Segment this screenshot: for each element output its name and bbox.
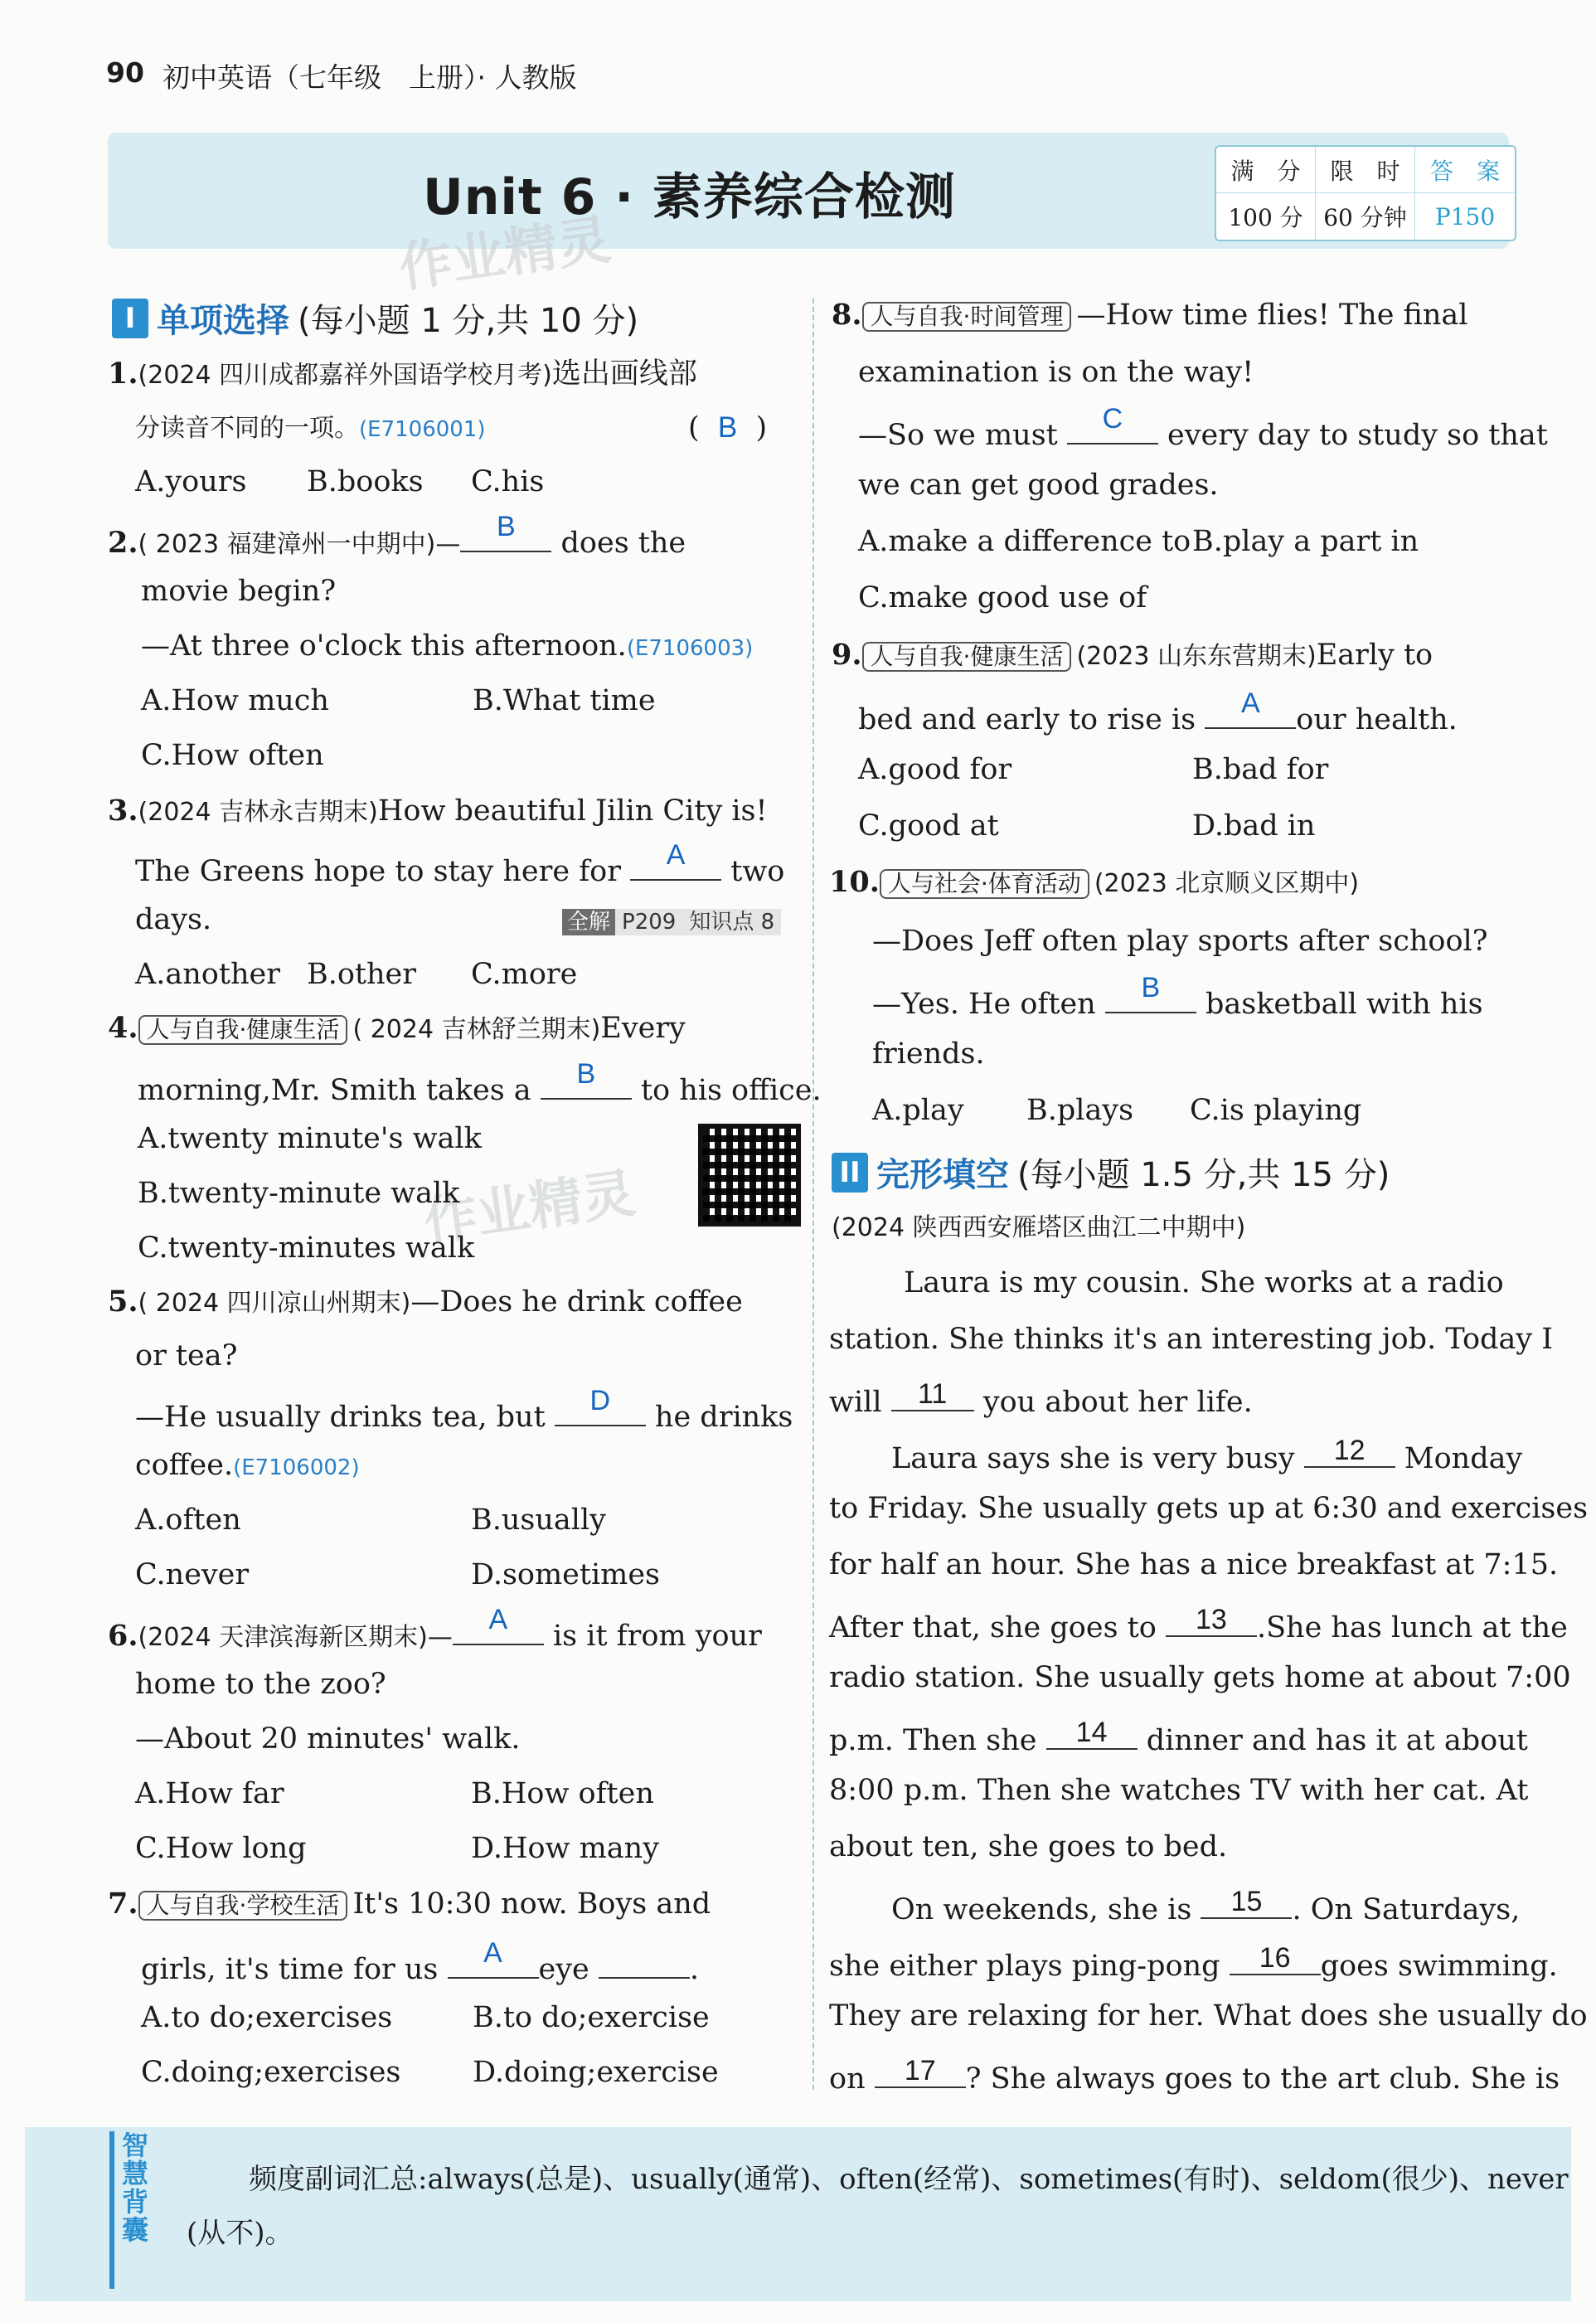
question-stem: is it from your xyxy=(552,1620,762,1653)
question-stem: our health. xyxy=(1296,703,1458,736)
option-c xyxy=(135,1558,250,1591)
question-stem: —Does Jeff often play sports after school? xyxy=(872,925,1488,958)
option-d xyxy=(473,2058,719,2087)
question-stem: —Does he drink coffee xyxy=(410,1285,743,1319)
question-number: 7. xyxy=(108,1887,138,1921)
question-stem: every day to study so that xyxy=(1167,419,1548,452)
option-text: B.other xyxy=(307,958,416,991)
option-b xyxy=(307,960,416,989)
cloze-line xyxy=(829,1378,1253,1419)
option-a xyxy=(141,2001,393,2034)
section-note: (每小题 1.5 分,共 15 分) xyxy=(1017,1156,1390,1194)
question-6 xyxy=(108,1604,762,1653)
question-8 xyxy=(832,300,1468,332)
cloze-blank[interactable] xyxy=(1046,1717,1138,1750)
question-3-line-3 xyxy=(135,903,212,936)
question-number: 9. xyxy=(832,638,862,672)
cloze-blank[interactable] xyxy=(1304,1435,1395,1468)
question-stem: Early to xyxy=(1316,639,1433,672)
option-b xyxy=(1192,527,1419,556)
question-stem: we can get good grades. xyxy=(858,469,1219,502)
option-text: A.play xyxy=(872,1094,964,1127)
question-source: ( 2024 吉林舒兰期末) xyxy=(352,1015,601,1044)
blank-number: 17 xyxy=(904,2055,936,2086)
answer-blank[interactable] xyxy=(448,1937,539,1979)
cloze-text: on xyxy=(829,2062,866,2096)
reference-pill[interactable] xyxy=(562,906,781,935)
section-note: (每小题 1 分,共 10 分) xyxy=(298,302,639,340)
option-text: B.What time xyxy=(473,684,656,717)
question-code: (E7106003) xyxy=(626,636,754,661)
question-6-line-2 xyxy=(135,1670,386,1699)
question-stem: to his office. xyxy=(640,1074,822,1107)
question-stem: —So we must xyxy=(858,419,1058,452)
answer-blank[interactable] xyxy=(453,1604,544,1645)
reference-page: P209 xyxy=(615,909,682,935)
option-d xyxy=(471,1834,659,1863)
question-code: (E7106001) xyxy=(359,417,486,442)
time-limit-value: 60 分钟 xyxy=(1316,193,1415,240)
option-text: A.How far xyxy=(135,1777,284,1810)
cloze-text: After that, she goes to xyxy=(829,1611,1157,1644)
time-limit-label: 限 时 xyxy=(1316,147,1415,193)
question-5-line-3 xyxy=(135,1385,793,1434)
exam-info-table xyxy=(1215,145,1516,241)
option-text: B.twenty-minute walk xyxy=(138,1177,460,1210)
question-6-line-3 xyxy=(135,1722,521,1756)
cloze-text: dinner and has it at about xyxy=(1146,1724,1528,1757)
option-text: B.How often xyxy=(471,1777,654,1810)
question-stem: —He usually drinks tea, but xyxy=(135,1401,546,1434)
cloze-text: .She has lunch at the xyxy=(1256,1611,1568,1644)
option-text: B.bad for xyxy=(1192,753,1329,786)
cloze-text: you about her life. xyxy=(982,1386,1253,1419)
cloze-text: goes swimming. xyxy=(1320,1950,1558,1983)
cloze-line: station. She thinks it's an interesting job. Today I xyxy=(829,1323,1554,1356)
cloze-text: Laura says she is very busy xyxy=(891,1442,1295,1475)
question-4 xyxy=(108,1013,686,1045)
option-d xyxy=(1192,809,1316,843)
question-stem: does the xyxy=(560,527,686,560)
answer-label: 答 案 xyxy=(1415,147,1515,193)
question-source: ( 2023 福建漳州一中期中)— xyxy=(138,530,461,559)
option-text: C.never xyxy=(135,1558,250,1591)
unit-title: Unit 6 · 素养综合检测 xyxy=(423,168,956,226)
full-score-label: 满 分 xyxy=(1216,147,1316,193)
cloze-text: will xyxy=(829,1386,882,1419)
question-source: (2023 山东东营期末) xyxy=(1076,642,1317,671)
question-2-line-3 xyxy=(141,629,754,663)
question-stem: How beautiful Jilin City is! xyxy=(377,794,768,828)
question-stem: —How time flies! The final xyxy=(1076,299,1468,332)
answer-mark: B xyxy=(497,511,516,542)
question-stem: The Greens hope to stay here for xyxy=(135,855,621,888)
blank-number: 11 xyxy=(918,1378,948,1410)
option-b xyxy=(473,684,656,717)
option-text: C.twenty-minutes walk xyxy=(138,1231,475,1265)
cloze-line: They are relaxing for her. What does she usually do xyxy=(829,1999,1588,2033)
topic-tag: 人与自我·健康生活 xyxy=(138,1015,348,1045)
answer-mark: B xyxy=(576,1058,596,1090)
cloze-line: Laura is my cousin. She works at a radio xyxy=(904,1266,1504,1299)
question-5 xyxy=(108,1287,743,1317)
bracket-open: ( xyxy=(688,411,700,444)
section-2-header xyxy=(832,1149,1390,1196)
option-a xyxy=(858,527,1191,556)
topic-tag: 人与自我·时间管理 xyxy=(862,302,1072,332)
blank-number: 12 xyxy=(1333,1435,1366,1466)
cloze-line xyxy=(829,2055,1560,2096)
option-text: A.often xyxy=(135,1503,241,1537)
question-stem: It's 10:30 now. Boys and xyxy=(352,1887,711,1921)
question-8-line-2 xyxy=(858,358,1254,387)
cloze-text: ? She always goes to the art club. She is xyxy=(965,2062,1560,2096)
option-c xyxy=(858,581,1147,615)
cloze-line: to Friday. She usually gets up at 6:30 and exercises xyxy=(829,1492,1589,1525)
blank-number: 15 xyxy=(1230,1886,1263,1917)
full-score-value: 100 分 xyxy=(1216,193,1316,240)
question-stem: morning,Mr. Smith takes a xyxy=(138,1074,531,1107)
option-c xyxy=(141,2058,400,2087)
answer-mark: B xyxy=(717,411,738,444)
option-text: A.another xyxy=(135,958,280,991)
topic-tag: 人与自我·学校生活 xyxy=(138,1891,348,1921)
option-text: A.to do;exercises xyxy=(141,2001,393,2034)
cloze-line: 8:00 p.m. Then she watches TV with her cat. At xyxy=(829,1774,1529,1807)
option-a xyxy=(135,960,280,989)
question-source: (2023 北京顺义区期中) xyxy=(1094,869,1360,898)
answer-blank[interactable] xyxy=(541,1058,632,1100)
option-a xyxy=(141,684,329,717)
answer-mark: A xyxy=(1240,687,1260,719)
option-text: D.sometimes xyxy=(471,1558,660,1591)
option-text: A.How much xyxy=(141,684,329,717)
section-title: 完形填空 xyxy=(876,1156,1009,1194)
reference-point: 知识点 8 xyxy=(682,909,781,935)
question-stem: days. xyxy=(135,903,212,936)
option-d xyxy=(471,1558,660,1591)
blank-number: 13 xyxy=(1196,1604,1227,1635)
question-number: 10. xyxy=(829,865,880,899)
option-b xyxy=(307,465,424,498)
question-10-line-4 xyxy=(872,1037,985,1071)
question-stem: coffee. xyxy=(135,1449,234,1482)
question-9-line-2 xyxy=(858,687,1458,736)
option-text: A.make a difference to xyxy=(858,525,1191,558)
question-10 xyxy=(829,867,1359,899)
option-a xyxy=(135,465,247,498)
watermark: 作业精灵 xyxy=(420,1163,639,1254)
question-1 xyxy=(108,359,697,389)
cloze-source: (2024 陕西西安雁塔区曲江二中期中) xyxy=(832,1213,1246,1242)
question-number: 1. xyxy=(108,357,138,391)
question-stem: home to the zoo? xyxy=(135,1668,386,1701)
option-c xyxy=(471,465,545,498)
option-text: D.bad in xyxy=(1192,809,1316,843)
question-8-line-4 xyxy=(858,471,1219,500)
cloze-text: Monday xyxy=(1404,1442,1523,1475)
option-b xyxy=(1192,755,1328,785)
question-source: (2024 天津滨海新区期末)— xyxy=(138,1623,453,1652)
question-9 xyxy=(832,640,1433,672)
option-a xyxy=(138,1122,482,1155)
question-number: 2. xyxy=(108,526,138,560)
tip-text-line-1: 频度副词汇总:always(总是)、usually(通常)、often(经常)、sometimes(有时)、seldom(很少)、never xyxy=(249,2163,1569,2196)
answer-blank[interactable] xyxy=(1105,972,1196,1013)
cloze-line: for half an hour. She has a nice breakfast at 7:15. xyxy=(829,1548,1559,1581)
cloze-blank[interactable] xyxy=(875,2055,966,2088)
topic-tag: 人与社会·体育活动 xyxy=(880,869,1089,899)
cloze-line xyxy=(829,1717,1528,1757)
question-stem: movie begin? xyxy=(141,575,337,608)
question-stem: —About 20 minutes' walk. xyxy=(135,1722,521,1756)
question-stem: he drinks xyxy=(654,1401,793,1434)
question-stem: —At three o'clock this afternoon. xyxy=(141,629,627,663)
answer-blank[interactable] xyxy=(630,839,721,881)
question-number: 3. xyxy=(108,794,138,828)
question-code: (E7106002) xyxy=(233,1455,360,1480)
watermark: 作业精灵 xyxy=(395,209,614,300)
tip-side-label: 智慧背囊 xyxy=(109,2131,153,2289)
cloze-text: p.m. Then she xyxy=(829,1724,1037,1757)
blank-number: 16 xyxy=(1259,1942,1291,1974)
option-text: B.to do;exercise xyxy=(473,2001,710,2034)
question-7-line-2 xyxy=(141,1937,699,1986)
option-text: C.How often xyxy=(141,739,324,772)
section-1-header xyxy=(112,294,638,342)
question-stem: 选出画线部 xyxy=(551,357,697,391)
question-5-line-2 xyxy=(135,1339,238,1372)
cloze-blank[interactable] xyxy=(1201,1886,1292,1919)
column-divider xyxy=(813,299,814,2090)
question-number: 5. xyxy=(108,1285,138,1319)
option-text: A.good for xyxy=(858,753,1012,786)
question-2-line-2 xyxy=(141,577,336,606)
answer-mark: C xyxy=(1102,403,1123,435)
option-text: A.twenty minute's walk xyxy=(138,1122,482,1155)
question-source: (2024 吉林永吉期末) xyxy=(138,798,378,827)
question-stem: . xyxy=(689,1953,699,1986)
question-stem: two xyxy=(730,855,785,888)
question-number: 6. xyxy=(108,1619,138,1653)
option-text: A.yours xyxy=(135,465,247,498)
answer-mark: A xyxy=(666,839,686,871)
question-5-line-4 xyxy=(135,1451,360,1480)
bracket-close: ) xyxy=(755,411,768,444)
cloze-line xyxy=(829,1604,1568,1644)
option-text: B.books xyxy=(307,465,424,498)
option-text: C.make good use of xyxy=(858,581,1147,615)
option-b xyxy=(1026,1096,1133,1125)
section-number-icon: II xyxy=(832,1153,868,1193)
question-10-line-2 xyxy=(872,927,1488,956)
option-text: D.How many xyxy=(471,1832,659,1865)
question-stem: basketball with his xyxy=(1205,988,1483,1021)
option-text: B.usually xyxy=(471,1503,606,1537)
question-stem: —Yes. He often xyxy=(872,988,1096,1021)
option-b xyxy=(471,1503,606,1537)
cloze-blank[interactable] xyxy=(1166,1604,1257,1637)
option-b xyxy=(471,1777,654,1810)
answer-page-link[interactable]: P150 xyxy=(1434,202,1496,231)
cloze-text: . On Saturdays, xyxy=(1292,1893,1521,1926)
question-7 xyxy=(108,1889,711,1921)
cloze-text: On weekends, she is xyxy=(891,1893,1192,1926)
option-text: D.doing;exercise xyxy=(473,2056,719,2089)
option-a xyxy=(858,755,1011,785)
question-stem: friends. xyxy=(872,1037,985,1071)
page-number: 90 xyxy=(106,56,144,89)
option-text: B.plays xyxy=(1026,1094,1134,1127)
question-number: 4. xyxy=(108,1011,138,1045)
question-8-line-3 xyxy=(858,403,1548,452)
cloze-line: radio station. She usually gets home at about 7:00 xyxy=(829,1661,1571,1694)
answer-blank[interactable] xyxy=(555,1385,646,1426)
section-title: 单项选择 xyxy=(157,302,289,340)
question-number: 8. xyxy=(832,298,862,332)
cloze-line xyxy=(891,1886,1521,1926)
answer-blank[interactable] xyxy=(1205,687,1296,729)
answer-bracket xyxy=(688,413,767,443)
answer-mark: B xyxy=(1141,972,1161,1003)
question-3 xyxy=(108,796,768,826)
blank-number: 14 xyxy=(1075,1717,1108,1748)
option-text: C.more xyxy=(471,958,578,991)
question-4-line-2 xyxy=(138,1058,822,1107)
reference-pill-label: 全解 xyxy=(562,909,615,935)
tip-text-line-2: (从不)。 xyxy=(187,2217,293,2250)
cloze-line: about ten, she goes to bed. xyxy=(829,1830,1228,1863)
question-stem: 分读音不同的一项。 xyxy=(135,414,359,443)
option-text: C.good at xyxy=(858,809,999,843)
option-a xyxy=(872,1096,964,1125)
cloze-blank[interactable] xyxy=(1230,1942,1321,1975)
question-stem: bed and early to rise is xyxy=(858,703,1196,736)
option-text: B.play a part in xyxy=(1192,525,1419,558)
option-c xyxy=(135,1834,307,1863)
qr-code[interactable] xyxy=(698,1124,801,1227)
question-stem: girls, it's time for us xyxy=(141,1953,439,1986)
cloze-line xyxy=(829,1942,1558,1983)
topic-tag: 人与自我·健康生活 xyxy=(862,642,1072,672)
answer-blank[interactable] xyxy=(460,511,551,552)
option-c xyxy=(1190,1096,1361,1125)
option-text: C.his xyxy=(471,465,545,498)
question-3-line-2 xyxy=(135,839,785,888)
question-stem: or tea? xyxy=(135,1339,238,1372)
cloze-blank[interactable] xyxy=(891,1378,974,1411)
question-stem: examination is on the way! xyxy=(858,356,1254,389)
option-b xyxy=(473,2001,710,2034)
cloze-text: she either plays ping-pong xyxy=(829,1950,1220,1983)
answer-blank[interactable] xyxy=(599,1949,690,1979)
option-text: C.doing;exercises xyxy=(141,2056,401,2089)
book-title: 初中英语（七年级 上册）· 人教版 xyxy=(163,61,577,94)
option-c xyxy=(138,1231,475,1265)
cloze-line xyxy=(891,1435,1523,1475)
option-c xyxy=(471,960,577,989)
question-stem: eye xyxy=(538,1953,589,1986)
question-10-line-3 xyxy=(872,972,1483,1021)
option-a xyxy=(135,1777,284,1810)
option-a xyxy=(135,1503,241,1537)
option-text: C.How long xyxy=(135,1832,307,1865)
option-text: C.is playing xyxy=(1190,1094,1362,1127)
answer-blank[interactable] xyxy=(1067,403,1158,444)
question-1-line-2 xyxy=(135,413,486,442)
answer-mark: A xyxy=(483,1937,502,1969)
question-source: ( 2024 四川凉山州期末) xyxy=(138,1289,411,1318)
question-source: (2024 四川成都嘉祥外国语学校月考) xyxy=(138,361,552,390)
option-c xyxy=(141,741,324,770)
option-c xyxy=(858,809,999,843)
question-stem: Every xyxy=(600,1012,686,1045)
answer-mark: D xyxy=(589,1385,611,1416)
question-2 xyxy=(108,511,686,560)
section-number-icon: I xyxy=(112,299,148,338)
answer-mark: A xyxy=(488,1604,508,1635)
option-b xyxy=(138,1179,459,1208)
